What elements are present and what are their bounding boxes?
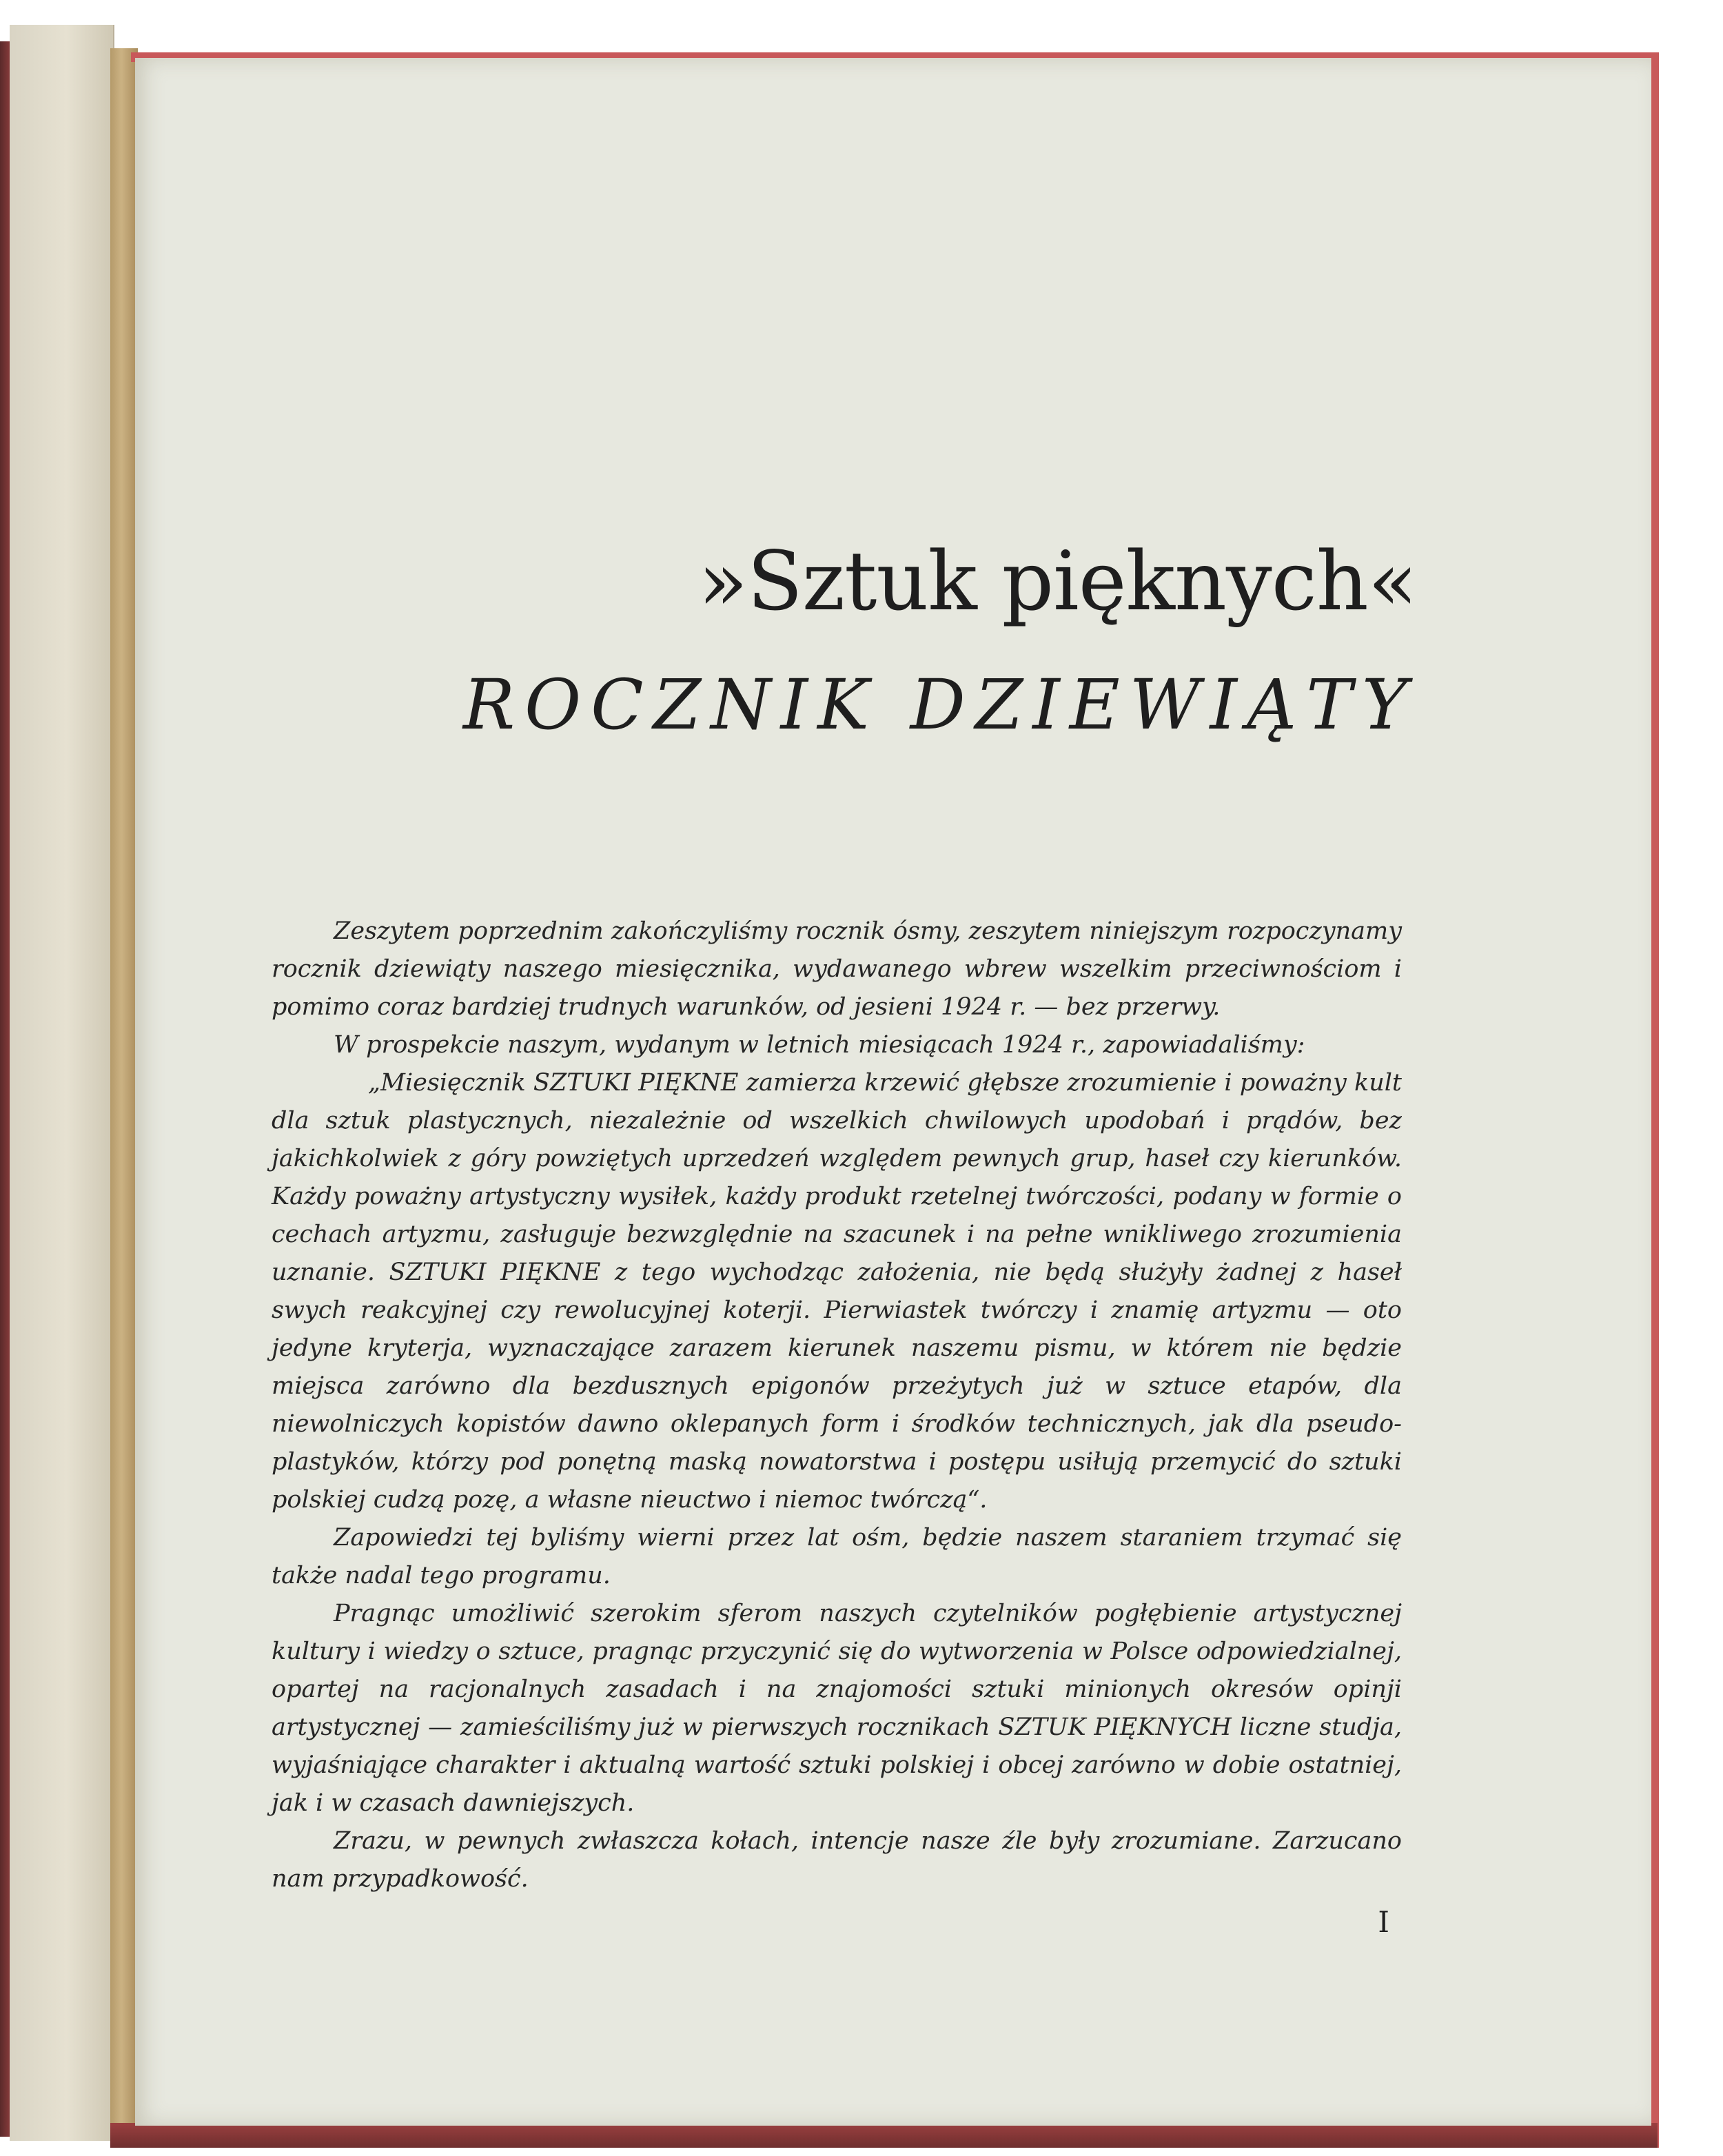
paragraph-2: W prospekcie naszym, wydanym w letnich miesiącach 1924 r., zapowiadaliśmy:	[334, 1031, 1305, 1059]
book-gutter	[110, 48, 138, 2137]
paragraph-5: Pragnąc umożliwić szerokim sferom naszych czytelników pogłębienie artystycznej kultury i wiedzy o sztuce, pragnąc przyczynić się do wytworzenia w Polsce odpowiedzialnej, opartej na racjonalnych zasadach i na znajomości sztuki minionych okresów opinji artystycznej — zamieściliśmy już w pierwszych rocznikach SZTUK PIĘKNYCH liczne studja, wyjaśniające charakter i aktualną wartość sztuki polskiej i obcej zarówno w dobie ostatniej, jak i w czasach dawniejszych.	[272, 1600, 1402, 1817]
page-subtitle: ROCZNIK DZIEWIĄTY	[462, 664, 1417, 745]
paragraph-1: Zeszytem poprzednim zakończyliśmy rocznik ósmy, zeszytem niniejszym rozpoczynamy rocznik dziewiąty naszego miesięcznika, wydawanego wbrew wszelkim przeciwnościom i pomimo coraz bardziej trudnych warunków, od jesieni 1924 r. — bez przerwy.	[272, 917, 1402, 1021]
paragraph-3-quote: „Miesięcznik SZTUKI PIĘKNE zamierza krzewić głębsze zrozumienie i poważny kult dla sztuk plastycznych, niezależnie od wszelkich chwilowych upodobań i prądów, bez jakichkolwiek z góry powziętych uprzedzeń względem pewnych grup, haseł czy kierunków. Każdy poważny artystyczny wysiłek, każdy produkt rzetelnej twórczości, podany w formie o cechach artyzmu, zasługuje bezwzględnie na szacunek i na pełne wnikliwego zrozumienia uznanie. SZTUKI PIĘKNE z tego wychodząc założenia, nie będą służyły żadnej z haseł swych reakcyjnej czy rewolucyjnej koterji. Pierwiastek twórczy i znamię artyzmu — oto jedyne kryterja, wyznaczające zarazem kierunek naszemu pismu, w którem nie będzie miejsca zarówno dla bezdusznych epigonów przeżytych już w sztuce etapów, dla niewolniczych kopistów dawno oklepanych form i środków technicznych, jak dla pseudo-plastyków, którzy pod ponętną maską nowatorstwa i postępu usiłują przemycić do sztuki polskiej cudzą pozę, a własne nieuctwo i niemoc twórczą“.	[272, 1069, 1402, 1514]
paragraph-6: Zrazu, w pewnych zwłaszcza kołach, intencje nasze źle były zrozumiane. Zarzucano nam przypadkowość.	[272, 1827, 1402, 1893]
paragraph-4: Zapowiedzi tej byliśmy wierni przez lat ośm, będzie naszem staraniem trzymać się także nadal tego programu.	[272, 1524, 1402, 1589]
previous-page-edge	[10, 25, 114, 2141]
page-title: »Sztuk pięknych«	[697, 533, 1417, 629]
page-number: I	[1378, 1905, 1389, 1939]
book-cover-right-edge	[1651, 52, 1659, 2148]
book-page	[135, 58, 1651, 2126]
article-body	[272, 913, 1402, 1898]
book-cover-bottom-edge	[110, 2123, 1658, 2148]
